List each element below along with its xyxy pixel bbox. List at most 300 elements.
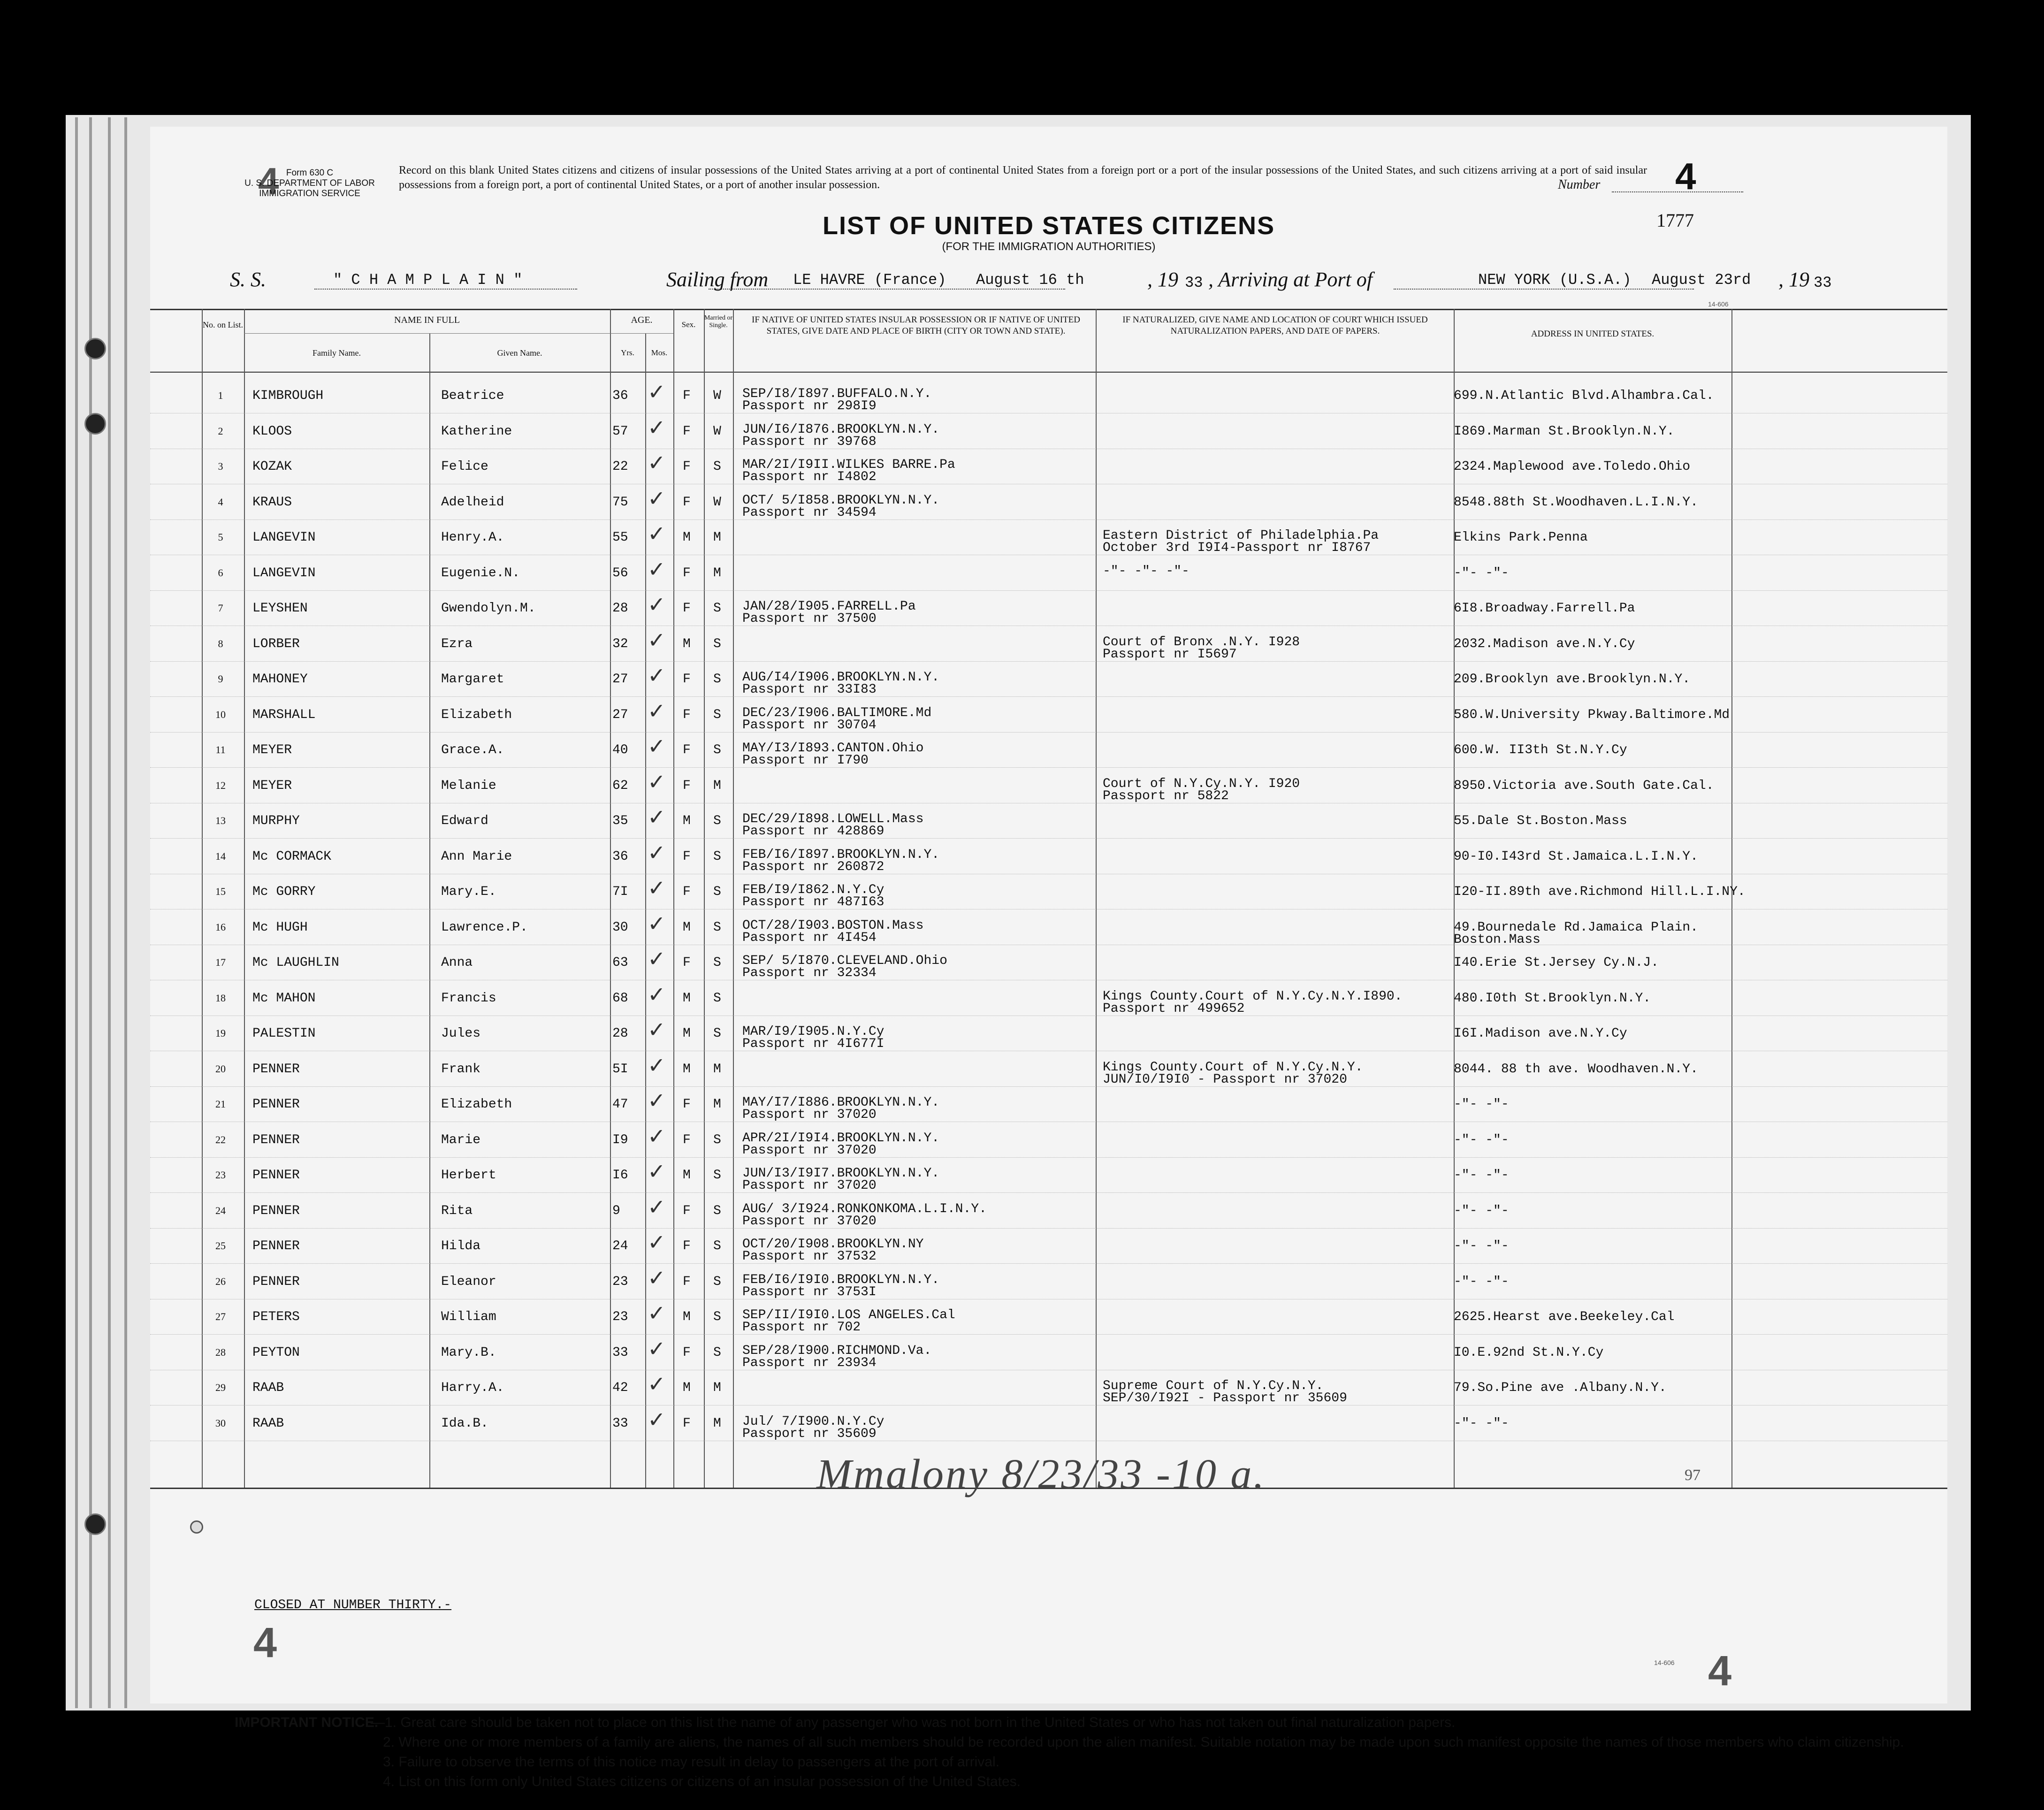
sex: F	[683, 885, 691, 899]
header-married: Married or Single.	[704, 314, 733, 329]
sailing-label: Sailing from	[666, 268, 769, 291]
us-address: 600.W. II3th St.N.Y.Cy	[1454, 743, 1627, 757]
family-name: MAHONEY	[252, 672, 308, 687]
passport-number: Passport nr 3753I	[742, 1284, 877, 1299]
check-mark: ✓	[648, 1053, 666, 1077]
family-name: PENNER	[252, 1168, 300, 1183]
given-name: Herbert	[441, 1168, 496, 1183]
birth-details: JUN/I6/I876.BROOKLYN.N.Y.	[742, 422, 940, 437]
marital-status: M	[713, 565, 721, 580]
given-name: Elizabeth	[441, 707, 512, 722]
column-rule	[704, 309, 705, 1488]
check-mark: ✓	[648, 451, 666, 475]
arrival-port: NEW YORK (U.S.A.)	[1478, 271, 1632, 289]
year-prefix: , 19	[1778, 268, 1809, 291]
family-name: KRAUS	[252, 495, 292, 510]
sex: F	[683, 1345, 691, 1360]
check-mark: ✓	[648, 876, 666, 900]
passport-number: Passport nr 298I9	[742, 399, 877, 413]
arrival-year: 33	[1814, 274, 1832, 291]
row-number: 16	[215, 921, 226, 933]
naturalization-court: -"- -"- -"-	[1103, 564, 1190, 579]
sex: F	[683, 424, 691, 439]
passport-number: Passport nr 487I63	[742, 895, 885, 909]
passport-number: Passport nr 4I454	[742, 930, 877, 945]
given-name: Ezra	[441, 636, 473, 651]
naturalization-court: Kings County.Court of N.Y.Cy.N.Y.I890.	[1103, 989, 1403, 1004]
notice-title: IMPORTANT NOTICE.	[235, 1715, 379, 1730]
arrival-date: August 23rd	[1652, 271, 1751, 289]
row-number: 18	[215, 992, 226, 1004]
age-years: 57	[612, 424, 628, 439]
age-years: I6	[612, 1168, 628, 1183]
birth-details: JUN/I3/I9I7.BROOKLYN.N.Y.	[742, 1166, 940, 1181]
us-address: 699.N.Atlantic Blvd.Alhambra.Cal.	[1454, 389, 1714, 403]
bottom-right-digit: 4	[1708, 1648, 1732, 1695]
family-name: LANGEVIN	[252, 530, 316, 545]
family-name: MEYER	[252, 743, 292, 757]
sex: M	[683, 636, 691, 651]
row-divider	[150, 732, 1947, 733]
page-title: LIST OF UNITED STATES CITIZENS	[823, 212, 1275, 240]
header-bottom-rule	[150, 372, 1947, 373]
check-mark: ✓	[648, 947, 666, 971]
us-address: 49.Bournedale Rd.Jamaica Plain.	[1454, 920, 1698, 935]
family-name: MEYER	[252, 778, 292, 793]
age-years: 28	[612, 601, 628, 616]
passport-number: Passport nr 35609	[742, 1426, 877, 1441]
sex: F	[683, 459, 691, 474]
family-name: Mc CORMACK	[252, 849, 332, 864]
us-address: -"- -"-	[1454, 1416, 1509, 1431]
row-number: 26	[215, 1275, 226, 1287]
check-mark: ✓	[648, 805, 666, 829]
given-name: Jules	[441, 1026, 481, 1041]
row-number: 21	[215, 1098, 226, 1110]
sex: F	[683, 389, 691, 403]
given-name: Adelheid	[441, 495, 504, 510]
check-mark: ✓	[648, 1372, 666, 1396]
age-years: 36	[612, 389, 628, 403]
marital-status: S	[713, 1132, 721, 1147]
passport-number: Passport nr 30704	[742, 718, 877, 733]
header-no-on-list: No. on List.	[202, 320, 243, 329]
header-native: IF NATIVE OF UNITED STATES INSULAR POSSESSION OR IF NATIVE OF UNITED STATES, GIVE DATE AND PLACE OF BIRTH (CITY OR TOWN AND STATE).	[752, 315, 1080, 336]
number-label: Number	[1558, 177, 1601, 192]
sex: M	[683, 530, 691, 545]
us-address-line2: Boston.Mass	[1454, 932, 1541, 947]
department: U. S. DEPARTMENT OF LABOR	[244, 178, 375, 188]
us-address: -"- -"-	[1454, 1097, 1509, 1112]
header-address: ADDRESS IN UNITED STATES.	[1531, 329, 1655, 339]
naturalization-court: Kings County.Court of N.Y.Cy.N.Y.	[1103, 1060, 1363, 1075]
naturalization-court: Eastern District of Philadelphia.Pa	[1103, 528, 1379, 543]
birth-details: FEB/I6/I897.BROOKLYN.N.Y.	[742, 847, 940, 862]
check-mark: ✓	[648, 1301, 666, 1325]
given-name: Rita	[441, 1203, 473, 1218]
binder-hole	[190, 1520, 203, 1534]
birth-details: OCT/28/I903.BOSTON.Mass	[742, 918, 924, 933]
check-mark: ✓	[648, 911, 666, 936]
given-name: Margaret	[441, 672, 504, 687]
marital-status: M	[713, 1097, 721, 1112]
age-years: 63	[612, 955, 628, 970]
closed-note: CLOSED AT NUMBER THIRTY.-	[254, 1598, 452, 1612]
age-years: 33	[612, 1416, 628, 1431]
birth-details: FEB/I6/I9I0.BROOKLYN.N.Y.	[742, 1272, 940, 1287]
row-divider	[150, 1228, 1947, 1229]
row-number: 20	[215, 1062, 226, 1075]
check-mark: ✓	[648, 1018, 666, 1042]
us-address: 209.Brooklyn ave.Brooklyn.N.Y.	[1454, 672, 1691, 687]
ship-underline	[314, 289, 577, 290]
marital-status: W	[713, 495, 721, 510]
marital-status: S	[713, 849, 721, 864]
row-number: 8	[218, 637, 223, 649]
check-mark: ✓	[648, 557, 666, 581]
age-years: 23	[612, 1274, 628, 1289]
row-number: 15	[215, 886, 226, 897]
family-name: Mc MAHON	[252, 991, 316, 1006]
check-mark: ✓	[648, 770, 666, 794]
age-years: 28	[612, 1026, 628, 1041]
birth-details: FEB/I9/I862.N.Y.Cy	[742, 883, 885, 897]
birth-details: AUG/I4/I906.BROOKLYN.N.Y.	[742, 670, 940, 685]
family-name: LANGEVIN	[252, 565, 316, 580]
marital-status: S	[713, 1310, 721, 1324]
column-rule	[1096, 309, 1097, 1488]
passport-number: Passport nr I4802	[742, 470, 877, 484]
us-address: I20-II.89th ave.Richmond Hill.L.I.NY.	[1454, 885, 1746, 899]
row-number: 1	[218, 389, 223, 401]
departure-port: LE HAVRE (France)	[793, 271, 946, 289]
check-mark: ✓	[648, 522, 666, 546]
sex: F	[683, 707, 691, 722]
birth-details: APR/2I/I9I4.BROOKLYN.N.Y.	[742, 1130, 940, 1146]
given-name: Grace.A.	[441, 743, 504, 757]
age-years: 5I	[612, 1062, 628, 1077]
naturalization-papers: SEP/30/I92I - Passport nr 35609	[1103, 1391, 1347, 1405]
row-number: 5	[218, 531, 223, 543]
check-mark: ✓	[648, 1195, 666, 1219]
us-address: I869.Marman St.Brooklyn.N.Y.	[1454, 424, 1675, 439]
marital-status: S	[713, 991, 721, 1006]
passport-number: Passport nr 37500	[742, 611, 877, 626]
us-address: 8044. 88 th ave. Woodhaven.N.Y.	[1454, 1062, 1698, 1077]
binder-hole	[84, 1513, 106, 1535]
given-name: Marie	[441, 1132, 481, 1147]
family-name: KLOOS	[252, 424, 292, 439]
birth-details: OCT/ 5/I858.BROOKLYN.N.Y.	[742, 493, 940, 508]
sex: F	[683, 743, 691, 757]
row-divider	[150, 696, 1947, 697]
given-name: Mary.E.	[441, 885, 496, 899]
naturalization-court: Court of N.Y.Cy.N.Y. I920	[1103, 776, 1300, 791]
age-subrule	[610, 333, 673, 334]
age-years: 42	[612, 1381, 628, 1395]
header-code: 14-606	[1708, 300, 1729, 308]
us-address: 90-I0.I43rd St.Jamaica.L.I.N.Y.	[1454, 849, 1698, 864]
check-mark: ✓	[648, 840, 666, 865]
passport-number: Passport nr 37020	[742, 1214, 877, 1229]
form-digit: 4	[258, 160, 279, 202]
family-name: Mc HUGH	[252, 920, 308, 935]
age-years: 47	[612, 1097, 628, 1112]
naturalization-court: Court of Bronx .N.Y. I928	[1103, 634, 1300, 649]
row-divider	[150, 767, 1947, 768]
given-name: Anna	[441, 955, 473, 970]
column-rule	[645, 333, 646, 1488]
birth-details: MAY/I3/I893.CANTON.Ohio	[742, 741, 924, 756]
notice-item: 4. List on this form only United States citizens or citizens of an insular possession of the United States.	[383, 1774, 1021, 1789]
header-given-name: Given Name.	[497, 348, 542, 358]
page-subtitle: (FOR THE IMMIGRATION AUTHORITIES)	[942, 240, 1156, 253]
family-name: Mc LAUGHLIN	[252, 955, 339, 970]
naturalization-papers: October 3rd I9I4-Passport nr I8767	[1103, 541, 1371, 555]
row-number: 9	[218, 673, 223, 685]
check-mark: ✓	[648, 734, 666, 758]
row-number: 24	[215, 1204, 226, 1216]
age-years: 56	[612, 565, 628, 580]
marital-status: S	[713, 814, 721, 828]
passport-number: Passport nr 32334	[742, 966, 877, 980]
row-number: 6	[218, 566, 223, 579]
header-naturalized: IF NATURALIZED, GIVE NAME AND LOCATION OF COURT WHICH ISSUED NATURALIZATION PAPERS, AND DATE OF PAPERS.	[1122, 315, 1428, 336]
check-mark: ✓	[648, 628, 666, 652]
marital-status: S	[713, 601, 721, 616]
us-address: Elkins Park.Penna	[1454, 530, 1588, 545]
marital-status: W	[713, 424, 721, 439]
family-name: MURPHY	[252, 814, 300, 828]
row-number: 2	[218, 425, 223, 437]
check-mark: ✓	[648, 1160, 666, 1184]
marital-status: W	[713, 389, 721, 403]
marital-status: M	[713, 1381, 721, 1395]
birth-details: Jul/ 7/I900.N.Y.Cy	[742, 1414, 885, 1429]
naturalization-court: Supreme Court of N.Y.Cy.N.Y.	[1103, 1379, 1324, 1393]
row-number: 7	[218, 602, 223, 614]
given-name: Harry.A.	[441, 1381, 504, 1395]
passport-number: Passport nr 37532	[742, 1249, 877, 1264]
notice-item: 3. Failure to observe the terms of this notice may result in delay to passengers at the port of arrival.	[383, 1754, 999, 1770]
given-name: Eleanor	[441, 1274, 496, 1289]
given-name: Katherine	[441, 424, 512, 439]
row-number: 29	[215, 1382, 226, 1393]
departure-date: August 16 th	[976, 271, 1084, 289]
us-address: 480.I0th St.Brooklyn.N.Y.	[1454, 991, 1651, 1006]
us-address: I40.Erie St.Jersey Cy.N.J.	[1454, 955, 1659, 970]
birth-details: MAY/I7/I886.BROOKLYN.N.Y.	[742, 1095, 940, 1110]
naturalization-papers: Passport nr I5697	[1103, 647, 1237, 662]
page-edge	[124, 117, 127, 1708]
naturalization-papers: Passport nr 5822	[1103, 788, 1229, 803]
check-mark: ✓	[648, 1089, 666, 1113]
given-name: Edward	[441, 814, 488, 828]
header-yrs: Yrs.	[621, 348, 634, 357]
age-years: 35	[612, 814, 628, 828]
family-name: PEYTON	[252, 1345, 300, 1360]
marital-status: S	[713, 672, 721, 687]
us-address: -"- -"-	[1454, 1274, 1509, 1289]
page-edge	[108, 117, 111, 1708]
given-name: Gwendolyn.M.	[441, 601, 536, 616]
sex: F	[683, 495, 691, 510]
given-name: Ida.B.	[441, 1416, 488, 1431]
passenger-table	[150, 300, 1947, 1612]
number-value: 4	[1675, 155, 1696, 197]
us-address: 580.W.University Pkway.Baltimore.Md	[1454, 707, 1730, 722]
sex: F	[683, 778, 691, 793]
given-name: Lawrence.P.	[441, 920, 528, 935]
family-name: PALESTIN	[252, 1026, 316, 1041]
given-name: Francis	[441, 991, 496, 1006]
us-address: 79.So.Pine ave .Albany.N.Y.	[1454, 1381, 1667, 1395]
age-years: 33	[612, 1345, 628, 1360]
sex: F	[683, 1203, 691, 1218]
birth-details: OCT/20/I908.BROOKLYN.NY	[742, 1237, 924, 1252]
row-divider	[150, 1192, 1947, 1193]
passport-number: Passport nr 702	[742, 1320, 861, 1335]
us-address: -"- -"-	[1454, 1239, 1509, 1253]
sex: M	[683, 920, 691, 935]
ship-name: " C H A M P L A I N "	[333, 271, 523, 289]
check-mark: ✓	[648, 1266, 666, 1290]
birth-details: DEC/23/I906.BALTIMORE.Md	[742, 705, 932, 720]
header-family-name: Family Name.	[313, 348, 361, 358]
row-number: 11	[215, 744, 226, 756]
sex: F	[683, 601, 691, 616]
given-name: Felice	[441, 459, 488, 474]
column-rule	[244, 309, 245, 1488]
row-divider	[150, 1334, 1947, 1335]
birth-details: MAR/2I/I9II.WILKES BARRE.Pa	[742, 458, 955, 472]
family-name: MARSHALL	[252, 707, 316, 722]
marital-status: S	[713, 636, 721, 651]
important-notice	[235, 1713, 1924, 1792]
naturalization-papers: JUN/I0/I9I0 - Passport nr 37020	[1103, 1072, 1347, 1087]
age-years: 55	[612, 530, 628, 545]
age-years: 30	[612, 920, 628, 935]
check-mark: ✓	[648, 415, 666, 440]
given-name: Beatrice	[441, 389, 504, 403]
row-divider	[150, 661, 1947, 662]
header-sex: Sex.	[681, 320, 696, 329]
given-name: Frank	[441, 1062, 481, 1077]
bottom-left-digit: 4	[253, 1619, 277, 1666]
family-name: PENNER	[252, 1274, 300, 1289]
sex: M	[683, 1026, 691, 1041]
naturalization-papers: Passport nr 499652	[1103, 1001, 1245, 1016]
us-address: 55.Dale St.Boston.Mass	[1454, 814, 1627, 828]
age-years: 23	[612, 1310, 628, 1324]
ss-label: S. S.	[230, 268, 266, 291]
check-mark: ✓	[648, 1230, 666, 1254]
family-name: PENNER	[252, 1062, 300, 1077]
marital-status: S	[713, 1345, 721, 1360]
sex: F	[683, 1274, 691, 1289]
header-mos: Mos.	[651, 348, 668, 357]
sex: F	[683, 565, 691, 580]
age-years: 62	[612, 778, 628, 793]
sex: F	[683, 672, 691, 687]
arrival-underline	[1394, 289, 1694, 290]
arriving-label: , Arriving at Port of	[1208, 268, 1373, 291]
birth-details: SEP/28/I900.RICHMOND.Va.	[742, 1343, 932, 1358]
sex: F	[683, 1097, 691, 1112]
birth-details: SEP/II/I9I0.LOS ANGELES.Cal	[742, 1308, 955, 1322]
departure-underline	[709, 289, 1065, 290]
row-number: 27	[215, 1311, 226, 1322]
binder-hole	[84, 413, 106, 435]
us-address: -"- -"-	[1454, 1132, 1509, 1147]
notice-item: —1. Great care should be taken not to place on this list the name of any passenger who was not born in the United States or who has not taken out final naturalization papers.	[371, 1715, 1456, 1730]
birth-details: MAR/I9/I905.N.Y.Cy	[742, 1024, 885, 1039]
passport-number: Passport nr 428869	[742, 824, 885, 839]
marital-status: S	[713, 1203, 721, 1218]
us-address: I6I.Madison ave.N.Y.Cy	[1454, 1026, 1627, 1041]
check-mark: ✓	[648, 593, 666, 617]
given-name: Elizabeth	[441, 1097, 512, 1112]
name-subrule	[244, 333, 610, 334]
marital-status: S	[713, 920, 721, 935]
marital-status: S	[713, 1168, 721, 1183]
row-number: 23	[215, 1169, 226, 1181]
us-address: -"- -"-	[1454, 1203, 1509, 1218]
family-name: PENNER	[252, 1132, 300, 1147]
family-name: LORBER	[252, 636, 300, 651]
given-name: Mary.B.	[441, 1345, 496, 1360]
notice-item: 2. Where one or more members of a family are aliens, the names of all such members should be recorded upon the alien manifest. Suitable notation may be made upon such manifest opposite the names of those members who claim citizenship.	[383, 1734, 1904, 1750]
given-name: Melanie	[441, 778, 496, 793]
sex: M	[683, 1381, 691, 1395]
row-number: 14	[215, 850, 226, 862]
departure-year: 33	[1185, 274, 1203, 291]
sex: F	[683, 955, 691, 970]
column-rule	[673, 309, 674, 1488]
family-name: PENNER	[252, 1239, 300, 1253]
row-number: 17	[215, 956, 226, 968]
check-mark: ✓	[648, 699, 666, 723]
passport-number: Passport nr I790	[742, 753, 869, 768]
family-name: LEYSHEN	[252, 601, 308, 616]
check-mark: ✓	[648, 1336, 666, 1361]
birth-details: AUG/ 3/I924.RONKONKOMA.L.I.N.Y.	[742, 1201, 987, 1216]
age-years: 36	[612, 849, 628, 864]
birth-details: DEC/29/I898.LOWELL.Mass	[742, 812, 924, 826]
check-mark: ✓	[648, 486, 666, 511]
us-address: 2625.Hearst ave.Beekeley.Cal	[1454, 1310, 1675, 1324]
header-name-in-full: NAME IN FULL	[394, 315, 460, 325]
manifest-page	[150, 127, 1947, 1789]
marital-status: S	[713, 707, 721, 722]
page-edge	[75, 117, 78, 1708]
intro-text: Record on this blank United States citizens and citizens of insular possessions of the United States arriving at a port of continental United States from a foreign port or a port of the insular possessions of the United States, and such citizens arriving at a port of said insular possessions from a foreign port, a port of continental United States, or a port of another insular possession.	[399, 164, 1647, 191]
age-years: 27	[612, 672, 628, 687]
row-divider	[150, 838, 1947, 839]
row-divider	[150, 1086, 1947, 1087]
age-years: 22	[612, 459, 628, 474]
birth-details: JAN/28/I905.FARRELL.Pa	[742, 599, 916, 614]
age-years: 40	[612, 743, 628, 757]
marital-status: S	[713, 459, 721, 474]
row-number: 3	[218, 460, 223, 472]
us-address: -"- -"-	[1454, 1168, 1509, 1183]
inspector-signature: Mmalony 8/23/33 -10 a.	[816, 1451, 1266, 1497]
marital-status: S	[713, 885, 721, 899]
age-years: 75	[612, 495, 628, 510]
given-name: William	[441, 1310, 496, 1324]
page-mark: 97	[1685, 1466, 1701, 1484]
